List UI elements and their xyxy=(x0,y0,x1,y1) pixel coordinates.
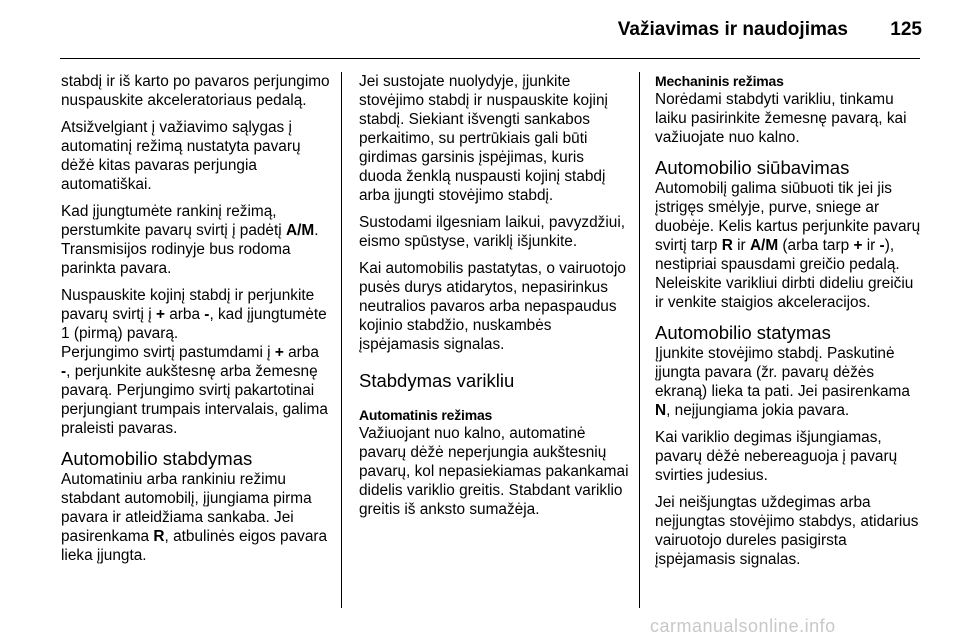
paragraph: stabdį ir iš karto po pavaros perjungimo nuspauskite akceleratoriaus pedalą. xyxy=(61,73,330,109)
paragraph: Perjungimo svirtį pastumdami į + arba -, perjunkite aukštesnę arba žemesnę pavarą. Perjungimo svirtį pakartotinai perjungiant trumpais intervalais, galima praleisti pavaras. xyxy=(61,344,328,437)
paragraph: Kad įjungtumėte rankinį režimą, perstumkite pavarų svirtį į padėtį A/M. Transmisijos rodinyje bus rodoma parinkta pavara. xyxy=(61,203,319,277)
page-header xyxy=(0,0,960,52)
column-1 xyxy=(61,72,331,573)
column-3 xyxy=(655,72,925,577)
paragraph: Nuspauskite kojinį stabdį ir perjunkite pavarų svirtį į + arba -, kad įjungtumėte 1 (pirmą) pavarą. xyxy=(61,287,327,342)
column-divider-1 xyxy=(341,72,342,608)
section-heading-engine-braking: Stabdymas varikliu xyxy=(359,370,515,391)
section-heading-parking: Automobilio statymas xyxy=(655,322,831,343)
page-title: Važiavimas ir naudojimas xyxy=(617,19,848,40)
paragraph: Kai automobilis pastatytas, o vairuotojo pusės durys atidarytos, nepasirinkus neutralios pavaros arba nepaspaudus kojinio stabdžio, nuskambės įspėjamasis signalas. xyxy=(359,260,626,353)
watermark: carmanualsonline.info xyxy=(650,616,836,636)
column-2 xyxy=(359,72,629,527)
page-number: 125 xyxy=(890,19,922,40)
column-divider-2 xyxy=(639,72,640,608)
paragraph: Važiuojant nuo kalno, automatinė pavarų dėžė neperjungia aukštesnių pavarų, kol nepasiekiamas pakankamai didelis variklio greitis. Stabdant variklio greitis iš anksto sumažėja. xyxy=(359,425,629,518)
paragraph: Norėdami stabdyti varikliu, tinkamu laiku pasirinkite žemesnę pavarą, kai važiuojate nuo kalno. xyxy=(655,91,907,146)
section-heading-stopping: Automobilio stabdymas xyxy=(61,448,253,469)
paragraph: Automobilį galima siūbuoti tik jei jis įstrigęs smėlyje, purve, sniege ar duobėje. Kelis kartus perjunkite pavarų svirtį tarp R ir A/M (arba tarp + ir -), nestipriai spausdami greičio pedalą. Neleiskite varikliui dirbti dideliu greičiu ir venkite staigios akceleracijos. xyxy=(655,180,921,311)
subheading-automatic-mode: Automatinis režimas xyxy=(359,407,493,423)
paragraph: Įjunkite stovėjimo stabdį. Paskutinė įjungta pavara (žr. pavarų dėžės ekraną) lieka ta pati. Jei pasirenkama N, neįjungiama jokia pavara. xyxy=(655,345,910,419)
paragraph: Jei sustojate nuolydyje, įjunkite stovėjimo stabdį ir nuspauskite kojinį stabdį. Siekiant išvengti sankabos perkaitimo, su pertrūkiais gali būti girdimas garsinis įspėjimas, kuris duoda ženklą nuspausti kojinį stabdį arba įjungti stovėjimo stabdį. xyxy=(359,73,608,204)
paragraph: Sustodami ilgesniam laikui, pavyzdžiui, eismo spūstyse, variklį išjunkite. xyxy=(359,214,626,250)
paragraph: Atsižvelgiant į važiavimo sąlygas į automatinį režimą nustatyta pavarų dėžė kitas pavaras perjungia automatiškai. xyxy=(61,119,301,193)
paragraph: Automatiniu arba rankiniu režimu stabdant automobilį, įjungiama pirma pavara ir atleidžiama sankaba. Jei pasirenkama R, atbulinės eigos pavara lieka įjungta. xyxy=(61,471,328,564)
header-divider xyxy=(60,58,920,59)
paragraph: Kai variklio degimas išjungiamas, pavarų dėžė nebereaguoja į pavarų svirties judesius. xyxy=(655,429,898,484)
subheading-manual-mode: Mechaninis režimas xyxy=(655,73,784,89)
paragraph: Jei neišjungtas uždegimas arba neįjungtas stovėjimo stabdys, atidarius vairuotojo dureles pasigirsta įspėjamasis signalas. xyxy=(655,494,919,568)
section-heading-rocking: Automobilio siūbavimas xyxy=(655,157,850,178)
